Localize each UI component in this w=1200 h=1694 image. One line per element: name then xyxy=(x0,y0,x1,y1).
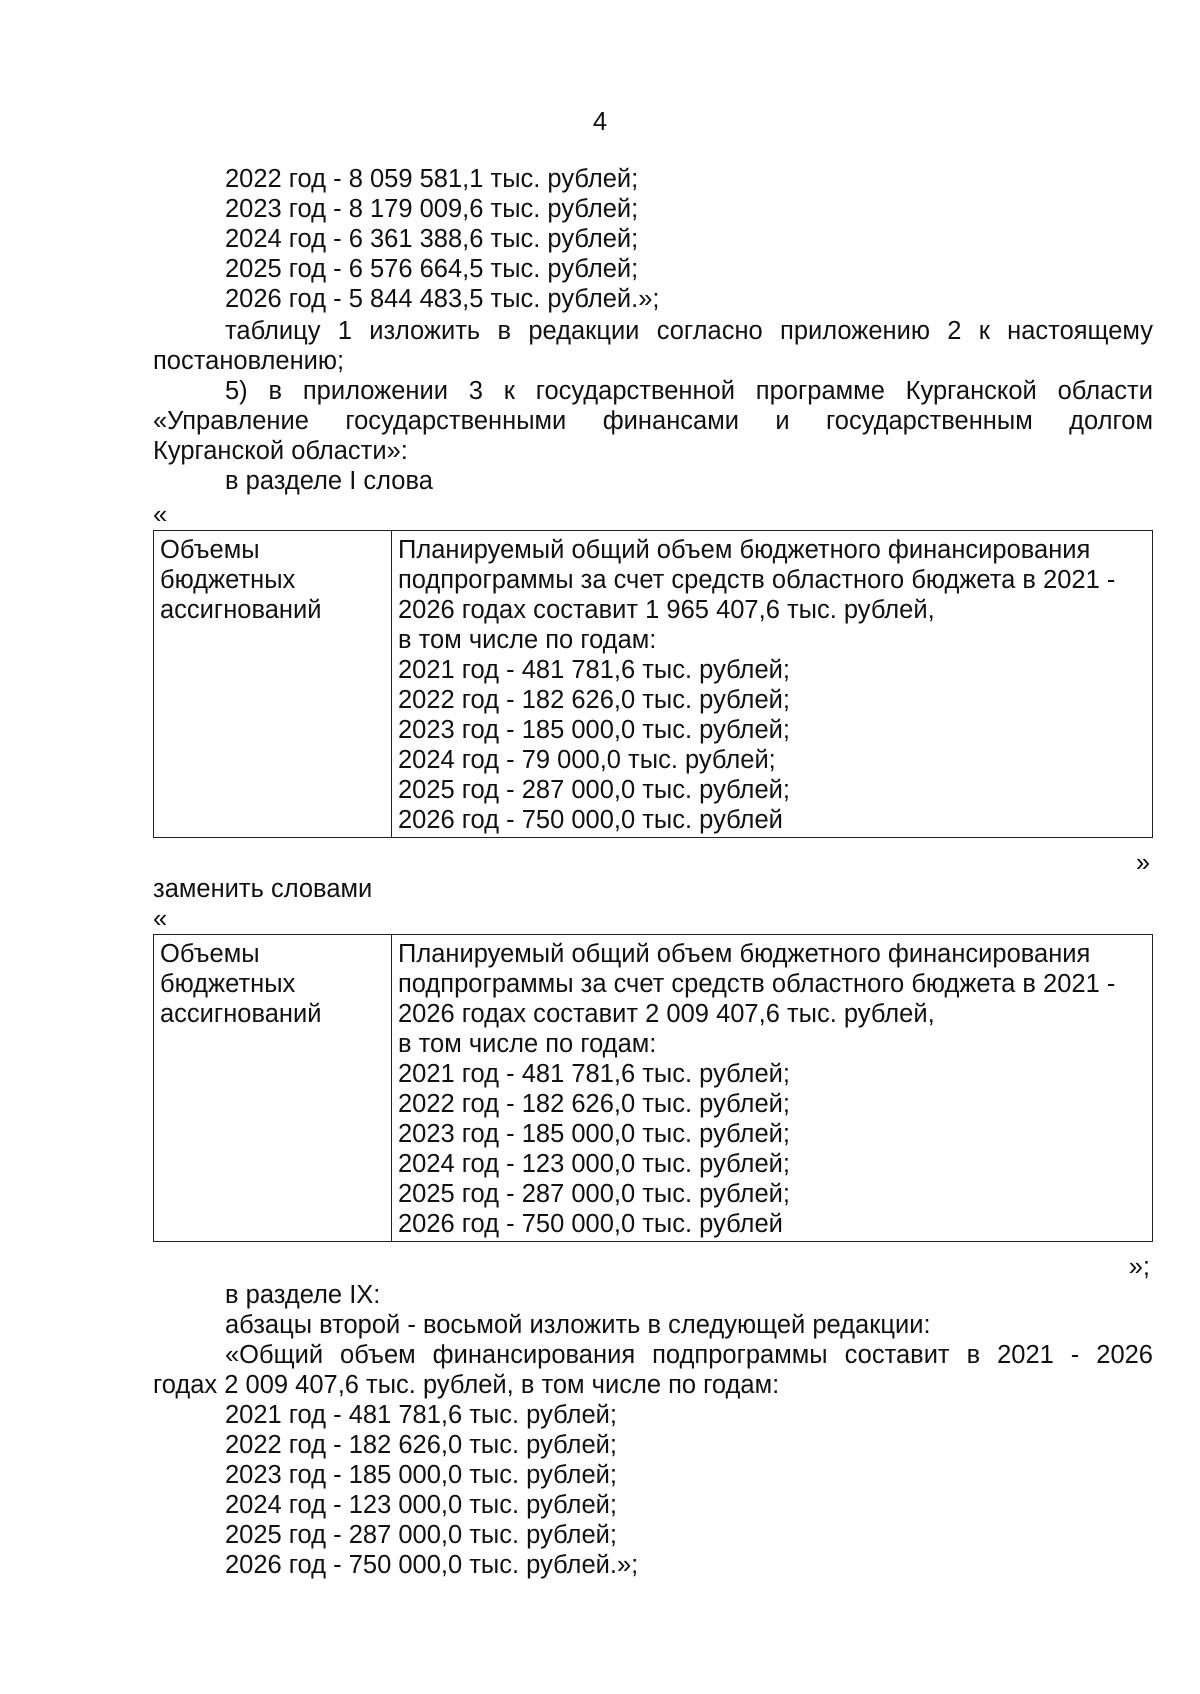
table-row xyxy=(154,935,1153,1242)
funding-table-new xyxy=(153,934,1153,1242)
content-line: подпрограммы за счет средств областного бюджета в 2021 - xyxy=(398,970,1116,998)
content-line: 2025 год - 287 000,0 тыс. рублей; xyxy=(398,1180,790,1208)
label-line: ассигнований xyxy=(160,1000,322,1028)
content-line: 2026 годах составит 1 965 407,6 тыс. рублей, xyxy=(398,596,935,624)
list-item: 2024 год - 6 361 388,6 тыс. рублей; xyxy=(225,225,639,253)
paragraph-line: постановлению; xyxy=(153,347,345,375)
content-line: 2026 годах составит 2 009 407,6 тыс. рублей, xyxy=(398,1000,935,1028)
content-line: подпрограммы за счет средств областного бюджета в 2021 - xyxy=(398,566,1116,594)
content-line: 2025 год - 287 000,0 тыс. рублей; xyxy=(398,776,790,804)
close-quote: » xyxy=(1135,849,1150,877)
paragraphs-2-8-text: абзацы второй - восьмой изложить в следующей редакции: xyxy=(225,1311,931,1339)
item5-paragraph xyxy=(153,376,1153,466)
content-line: 2021 год - 481 781,6 тыс. рублей; xyxy=(398,1060,790,1088)
table-content-cell xyxy=(392,531,1153,838)
content-line: 2026 год - 750 000,0 тыс. рублей xyxy=(398,806,783,834)
content-line: 2023 год - 185 000,0 тыс. рублей; xyxy=(398,1120,790,1148)
bottom-years-list xyxy=(153,1400,1153,1580)
paragraph-line: таблицу 1 изложить в редакции согласно приложению 2 к настоящему xyxy=(225,317,1153,345)
paragraph-line: Курганской области»: xyxy=(153,437,408,465)
section1-words xyxy=(153,466,1153,496)
list-item: 2025 год - 287 000,0 тыс. рублей; xyxy=(225,1521,617,1549)
replace-words xyxy=(153,874,1153,904)
paragraph-line: 5) в приложении 3 к государственной программе Курганской области xyxy=(225,377,1153,405)
list-item: 2026 год - 5 844 483,5 тыс. рублей.»; xyxy=(225,285,660,313)
content-line: 2022 год - 182 626,0 тыс. рублей; xyxy=(398,686,790,714)
paragraph-line: «Общий объем финансирования подпрограммы составит в 2021 - 2026 xyxy=(225,1341,1153,1369)
content-line: 2024 год - 123 000,0 тыс. рублей; xyxy=(398,1150,790,1178)
top-years-list xyxy=(153,164,1153,314)
page-number: 4 xyxy=(592,108,608,136)
paragraph-line: годах 2 009 407,6 тыс. рублей, в том числе по годам: xyxy=(153,1371,780,1399)
close-quote: »; xyxy=(1128,1253,1150,1281)
funding-table-old xyxy=(153,530,1153,838)
content-line: Планируемый общий объем бюджетного финансирования xyxy=(398,940,1091,968)
content-line: 2022 год - 182 626,0 тыс. рублей; xyxy=(398,1090,790,1118)
list-item: 2022 год - 182 626,0 тыс. рублей; xyxy=(225,1431,617,1459)
label-line: бюджетных xyxy=(160,566,296,594)
label-line: Объемы xyxy=(160,536,260,564)
list-item: 2023 год - 8 179 009,6 тыс. рублей; xyxy=(225,195,639,223)
label-line: бюджетных xyxy=(160,970,296,998)
table-content-cell xyxy=(392,935,1153,1242)
replace-words-text: заменить словами xyxy=(153,875,373,903)
content-line: Планируемый общий объем бюджетного финансирования xyxy=(398,536,1091,564)
section9-text: в разделе IX: xyxy=(225,1281,381,1309)
list-item: 2025 год - 6 576 664,5 тыс. рублей; xyxy=(225,255,639,283)
paragraph-line: «Управление государственными финансами и государственным долгом xyxy=(153,407,1153,435)
table-row xyxy=(154,531,1153,838)
list-item: 2026 год - 750 000,0 тыс. рублей.»; xyxy=(225,1551,639,1579)
list-item: 2021 год - 481 781,6 тыс. рублей; xyxy=(225,1401,617,1429)
content-line: 2026 год - 750 000,0 тыс. рублей xyxy=(398,1210,783,1238)
label-line: ассигнований xyxy=(160,596,322,624)
list-item: 2024 год - 123 000,0 тыс. рублей; xyxy=(225,1491,617,1519)
table-label-cell xyxy=(154,935,392,1242)
list-item: 2023 год - 185 000,0 тыс. рублей; xyxy=(225,1461,617,1489)
content-line: в том числе по годам: xyxy=(398,1030,657,1058)
open-quote: « xyxy=(153,905,168,933)
section1-words-text: в разделе I слова xyxy=(225,467,433,495)
content-line: 2021 год - 481 781,6 тыс. рублей; xyxy=(398,656,790,684)
section9-block xyxy=(153,1280,1153,1400)
open-quote: « xyxy=(153,501,168,529)
list-item: 2022 год - 8 059 581,1 тыс. рублей; xyxy=(225,165,639,193)
label-line: Объемы xyxy=(160,940,260,968)
table1-paragraph xyxy=(153,316,1153,376)
content-line: 2024 год - 79 000,0 тыс. рублей; xyxy=(398,746,776,774)
content-line: в том числе по годам: xyxy=(398,626,657,654)
content-line: 2023 год - 185 000,0 тыс. рублей; xyxy=(398,716,790,744)
table-label-cell xyxy=(154,531,392,838)
